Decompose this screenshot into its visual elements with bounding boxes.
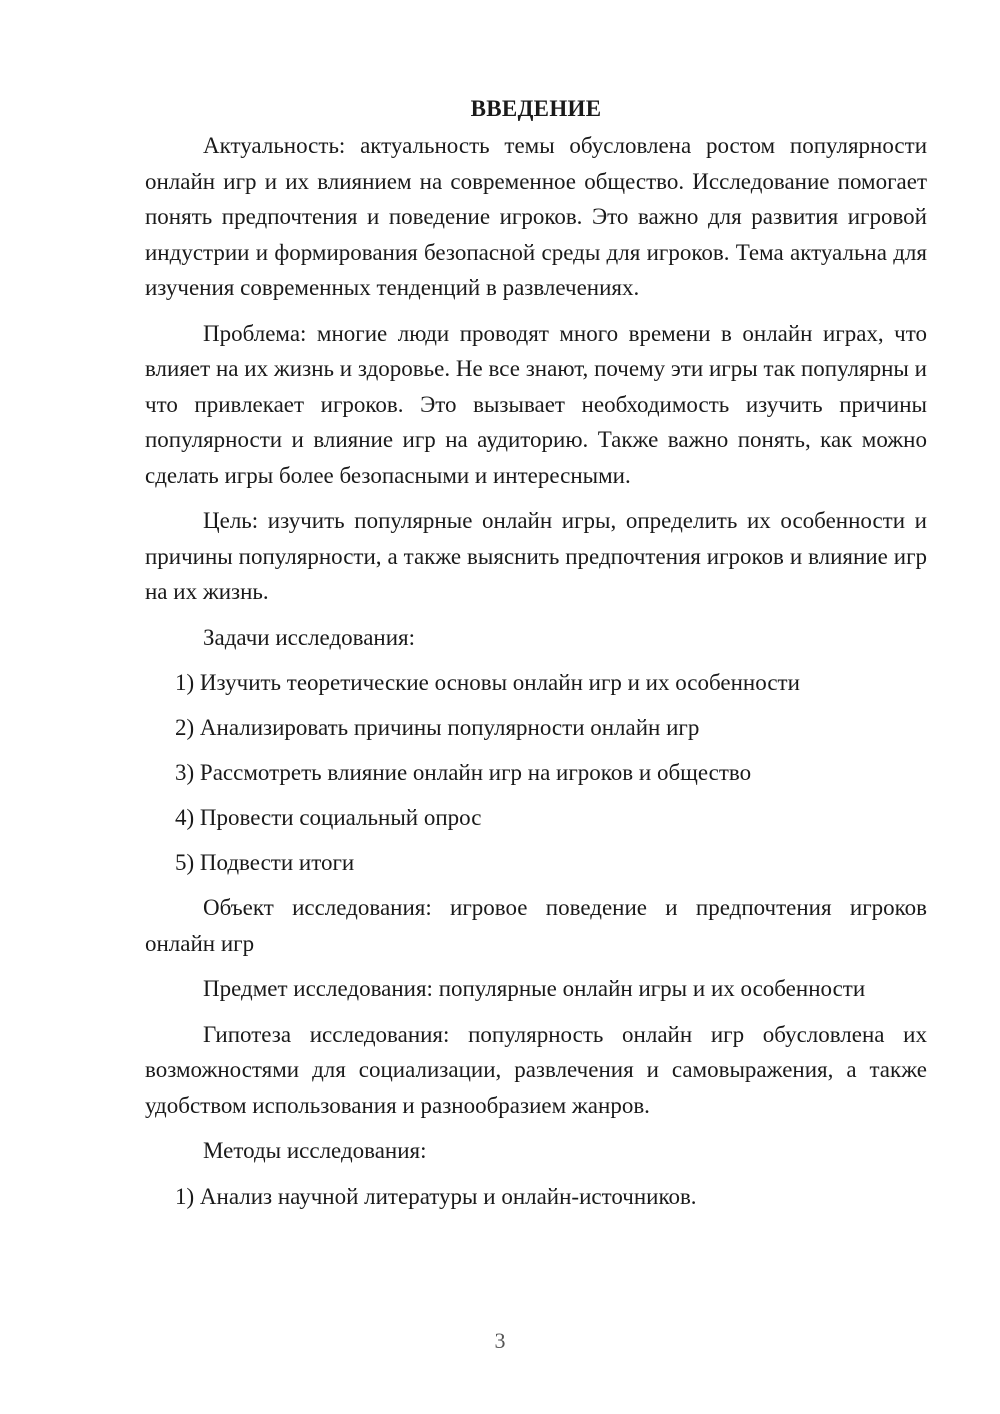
goal-paragraph: Цель: изучить популярные онлайн игры, определить их особенности и причины популярности, а также выяснить предпочтения игроков и влияние игр на их жизнь.: [145, 508, 927, 604]
page-title: ВВЕДЕНИЕ: [470, 96, 602, 121]
page-number: 3: [494, 1328, 506, 1353]
methods-heading: Методы исследования:: [203, 1138, 427, 1163]
tasks-heading: Задачи исследования:: [203, 624, 416, 650]
relevance-paragraph: Актуальность: актуальность темы обусловлена ростом популярности онлайн игр и их влиянием на современное общество. Исследование помогает понять предпочтения и поведение игроков. Это важно для развития игровой индустрии и формирования безопасной среды для игроков. Тема актуальна для изучения современных тенденций в развлечениях.: [145, 133, 927, 300]
methods-list: [145, 1179, 927, 1215]
list-item: 5) Подвести итоги: [175, 850, 355, 875]
document-page: [145, 92, 927, 1224]
object-paragraph: Объект исследования: игровое поведение и предпочтения игроков онлайн игр: [145, 895, 927, 956]
list-item: 3) Рассмотреть влияние онлайн игр на игроков и общество: [175, 760, 752, 785]
hypothesis-paragraph: Гипотеза исследования: популярность онлайн игр обусловлена их возможностями для социализации, развлечения и самовыражения, а также удобством использования и разнообразием жанров.: [145, 1021, 927, 1118]
list-item: 4) Провести социальный опрос: [175, 805, 482, 830]
list-item: 2) Анализировать причины популярности онлайн игр: [175, 715, 700, 740]
list-item: 1) Изучить теоретические основы онлайн игр и их особенности: [175, 670, 800, 695]
problem-paragraph: Проблема: многие люди проводят много времени в онлайн играх, что влияет на их жизнь и здоровье. Не все знают, почему эти игры так популярны и что привлекает игроков. Это вызывает необходимость изучить причины популярности и влияние игр на аудиторию. Также важно понять, как можно сделать игры более безопасными и интересными.: [145, 320, 927, 488]
subject-paragraph: Предмет исследования: популярные онлайн игры и их особенности: [203, 976, 866, 1001]
tasks-list: [145, 665, 927, 881]
list-item: 1) Анализ научной литературы и онлайн-источников.: [175, 1183, 697, 1209]
